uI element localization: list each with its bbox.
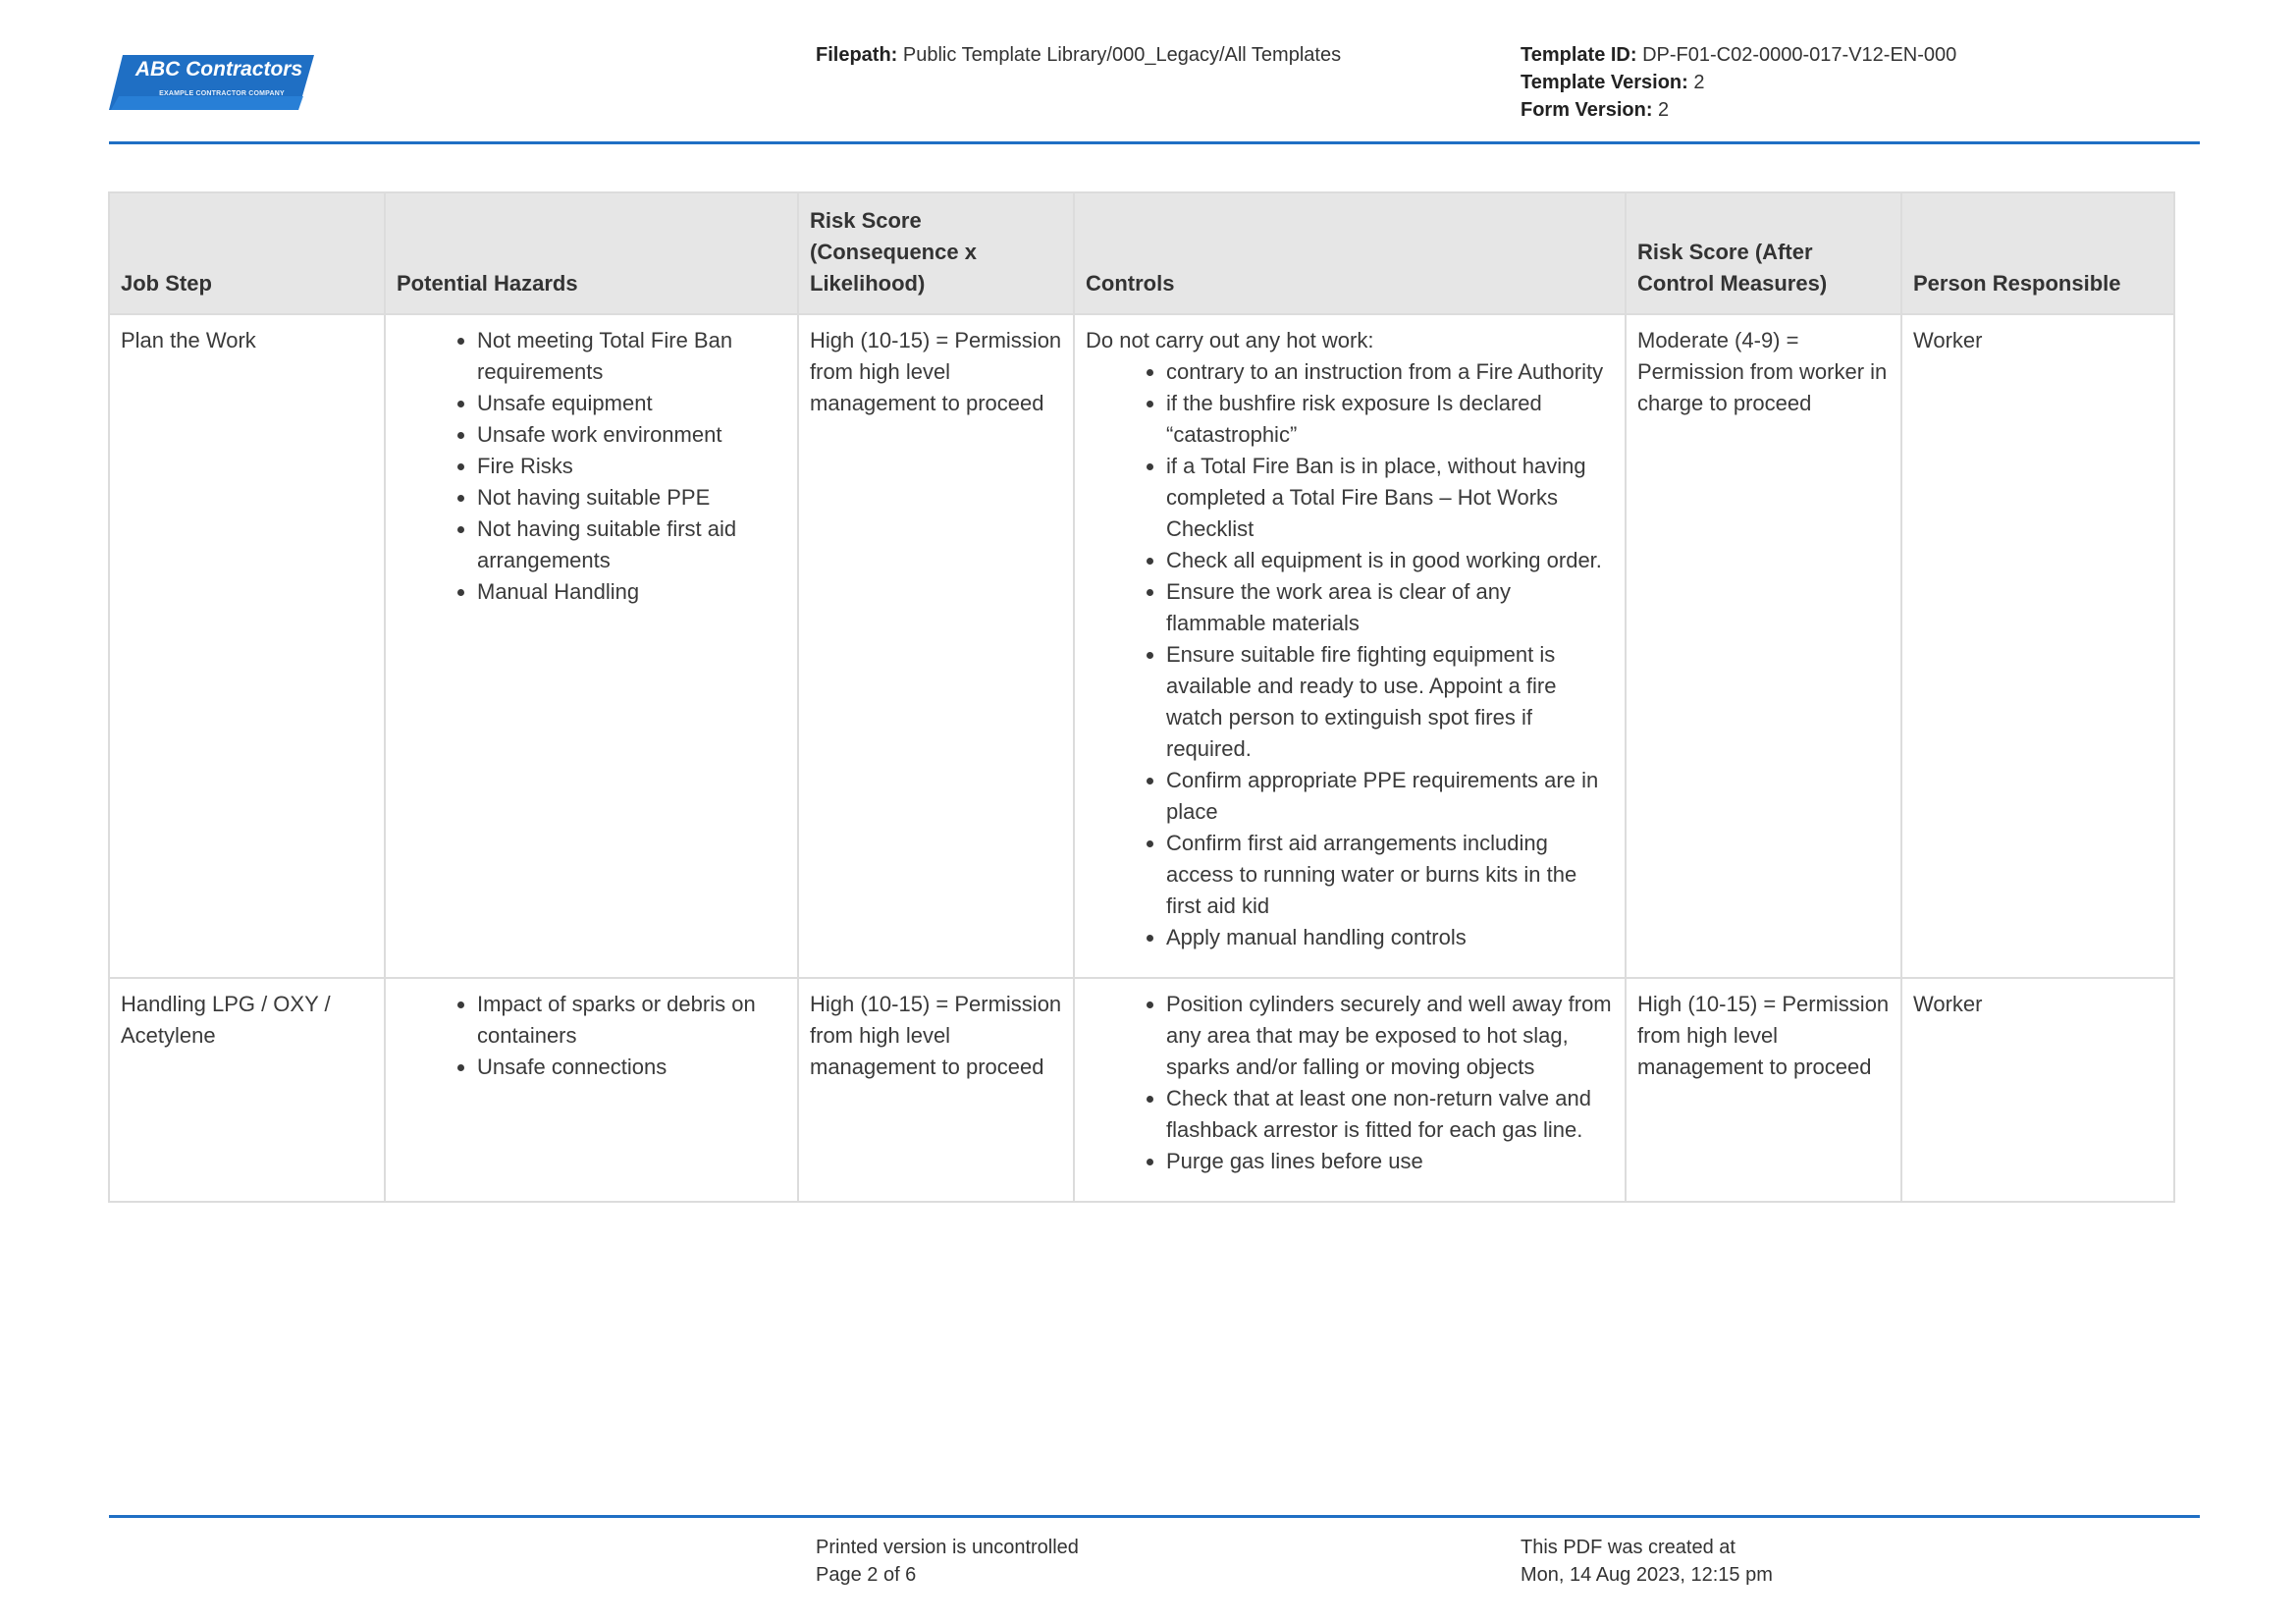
hazards-list [397,325,787,608]
list-item: • Not having suitable first aid arrangements [477,514,787,576]
logo-tagline: EXAMPLE CONTRACTOR COMPANY [159,90,285,97]
list-item: • Impact of sparks or debris on containers [477,989,787,1052]
form-version-value: 2 [1658,99,1670,121]
form-version [1521,96,1956,124]
controls-cell [1074,314,1626,978]
company-logo [109,53,315,112]
list-item: • Purge gas lines before use [1166,1146,1615,1177]
list-item: • Manual Handling [477,576,787,608]
header-job-step: Job Step [109,192,385,314]
logo-name: ABC Contractors [134,58,303,81]
list-item: • Apply manual handling controls [1166,922,1615,953]
footer-created-info [1521,1534,1773,1589]
controls-cell [1074,978,1626,1202]
list-item: • Check all equipment is in good working order. [1166,545,1615,576]
person-responsible-cell: Worker [1901,978,2174,1202]
risk-after-cell: Moderate (4-9) = Permission from worker in charge to proceed [1626,314,1901,978]
risk-after-cell: High (10-15) = Permission from high level management to proceed [1626,978,1901,1202]
template-meta [1521,41,1956,124]
list-item: • Ensure suitable fire fighting equipment is available and ready to use. Appoint a fire watch person to extinguish spot fires if required. [1166,639,1615,765]
list-item: • if a Total Fire Ban is in place, without having completed a Total Fire Bans – Hot Works Checklist [1166,451,1615,545]
list-item: • Check that at least one non-return valve and flashback arrestor is fitted for each gas line. [1166,1083,1615,1146]
template-version [1521,69,1956,96]
header-potential-hazards: Potential Hazards [385,192,798,314]
template-id [1521,41,1956,69]
header-risk-score-after: Risk Score (After Control Measures) [1626,192,1901,314]
header-risk-score: Risk Score (Consequence x Likelihood) [798,192,1074,314]
hazards-cell [385,978,798,1202]
template-version-label: Template Version: [1521,72,1688,93]
job-step-cell: Handling LPG / OXY / Acetylene [109,978,385,1202]
filepath-value: Public Template Library/000_Legacy/All Templates [902,44,1342,66]
table-row [109,314,2174,978]
created-timestamp: Mon, 14 Aug 2023, 12:15 pm [1521,1564,1773,1586]
list-item: • Unsafe equipment [477,388,787,419]
risk-score-cell: High (10-15) = Permission from high level management to proceed [798,978,1074,1202]
list-item: • Ensure the work area is clear of any flammable materials [1166,576,1615,639]
template-version-value: 2 [1693,72,1705,93]
list-item: • Not having suitable PPE [477,482,787,514]
filepath [816,41,1341,69]
page-number: Page 2 of 6 [816,1564,917,1586]
person-responsible-cell: Worker [1901,314,2174,978]
uncontrolled-notice: Printed version is uncontrolled [816,1537,1079,1558]
job-safety-analysis-table [108,191,2175,1203]
list-item: • contrary to an instruction from a Fire Authority [1166,356,1615,388]
table-header-row [109,192,2174,314]
template-id-label: Template ID: [1521,44,1637,66]
risk-score-cell: High (10-15) = Permission from high level management to proceed [798,314,1074,978]
header-controls: Controls [1074,192,1626,314]
list-item: • Not meeting Total Fire Ban requirements [477,325,787,388]
list-item: • if the bushfire risk exposure Is declared “catastrophic” [1166,388,1615,451]
footer-print-info [816,1534,1079,1589]
header-person-responsible: Person Responsible [1901,192,2174,314]
list-item: • Confirm appropriate PPE requirements are in place [1166,765,1615,828]
created-label: This PDF was created at [1521,1537,1735,1558]
filepath-label: Filepath: [816,44,898,66]
controls-intro: Do not carry out any hot work: [1086,328,1374,352]
job-step-cell: Plan the Work [109,314,385,978]
list-item: • Unsafe connections [477,1052,787,1083]
controls-list [1086,356,1615,953]
controls-list [1086,989,1615,1177]
template-id-value: DP-F01-C02-0000-017-V12-EN-000 [1642,44,1957,66]
list-item: • Confirm first aid arrangements including access to running water or burns kits in the first aid kid [1166,828,1615,922]
table-row [109,978,2174,1202]
footer-divider [109,1515,2200,1518]
hazards-list [397,989,787,1083]
list-item: • Unsafe work environment [477,419,787,451]
form-version-label: Form Version: [1521,99,1653,121]
list-item: • Position cylinders securely and well away from any area that may be exposed to hot slag, sparks and/or falling or moving objects [1166,989,1615,1083]
list-item: • Fire Risks [477,451,787,482]
header-divider [109,141,2200,144]
hazards-cell [385,314,798,978]
